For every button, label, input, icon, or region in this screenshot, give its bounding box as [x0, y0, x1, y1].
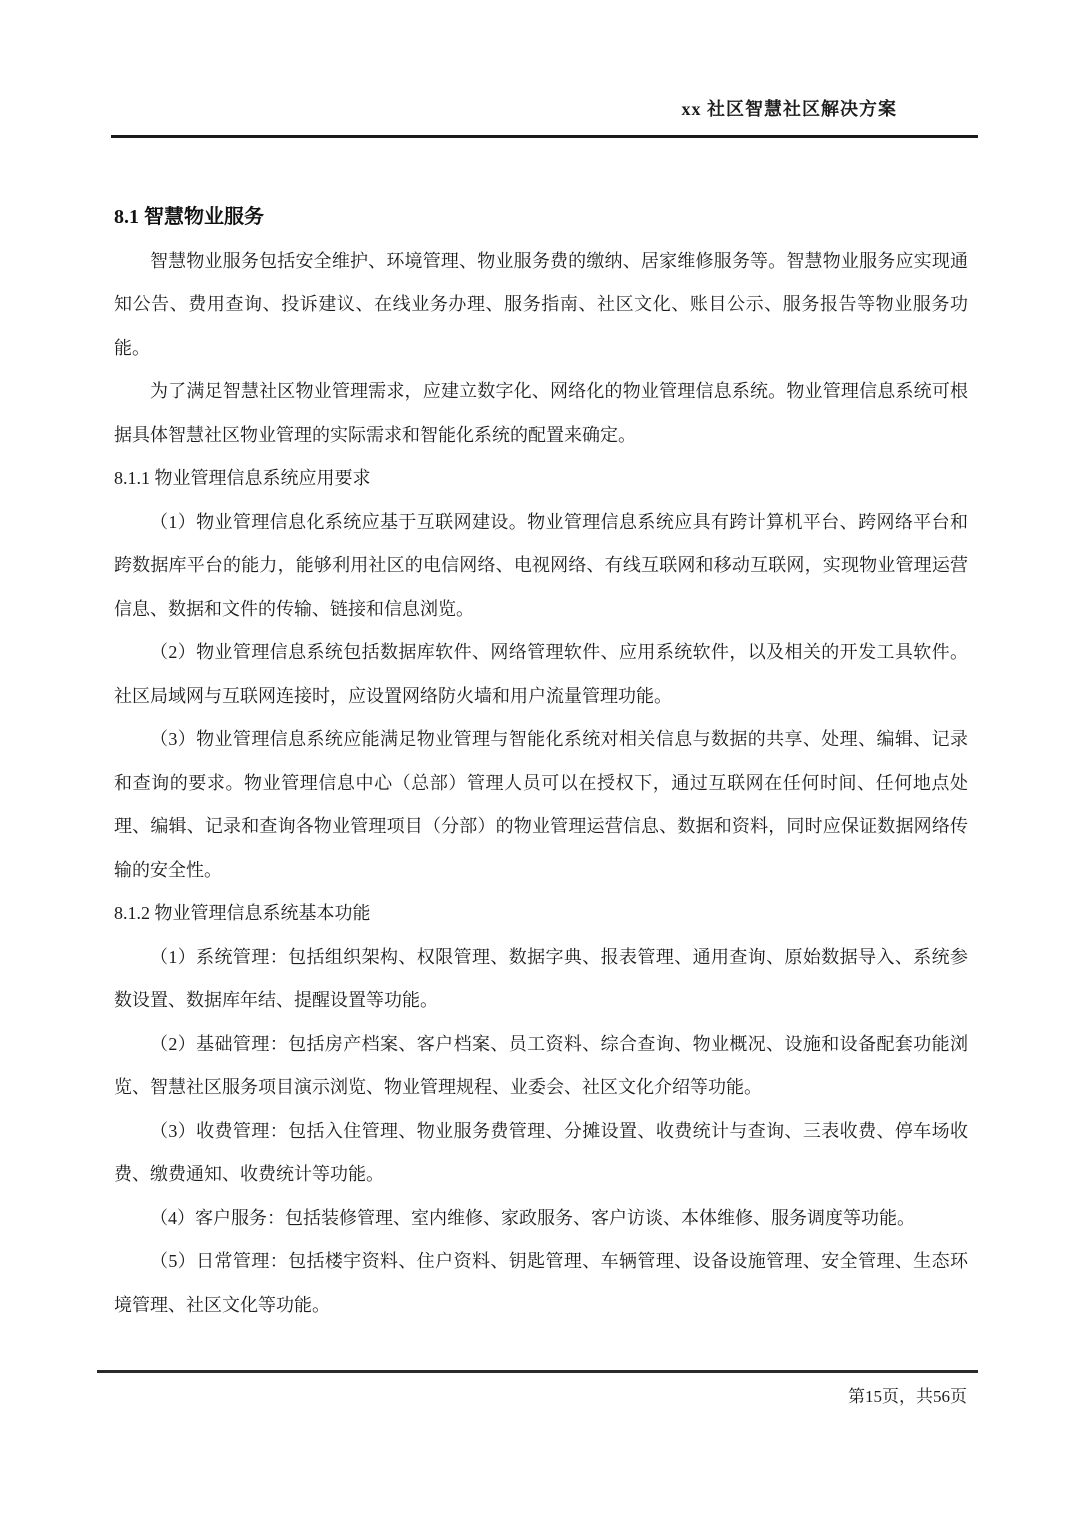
- paragraph-overview-2: 为了满足智慧社区物业管理需求，应建立数字化、网络化的物业管理信息系统。物业管理信息系统可根据具体智慧社区物业管理的实际需求和智能化系统的配置来确定。: [114, 381, 968, 445]
- header-divider: [111, 135, 978, 138]
- section-heading-8-1-1: 8.1.1 物业管理信息系统应用要求: [114, 468, 371, 488]
- document-body: [114, 196, 968, 1327]
- page-number: 第15页，共56页: [848, 1387, 967, 1406]
- paragraph-8-1-1-item-3: （3）物业管理信息系统应能满足物业管理与智能化系统对相关信息与数据的共享、处理、编辑、记录和查询的要求。物业管理信息中心（总部）管理人员可以在授权下，通过互联网在任何时间、任何地点处理、编辑、记录和查询各物业管理项目（分部）的物业管理运营信息、数据和资料，同时应保证数据网络传输的安全性。: [114, 729, 968, 880]
- paragraph-8-1-2-item-4: （4）客户服务：包括装修管理、室内维修、家政服务、客户访谈、本体维修、服务调度等功能。: [150, 1207, 915, 1228]
- paragraph-8-1-1-item-2: （2）物业管理信息系统包括数据库软件、网络管理软件、应用系统软件，以及相关的开发工具软件。社区局域网与互联网连接时，应设置网络防火墙和用户流量管理功能。: [114, 642, 968, 706]
- footer-divider: [97, 1370, 978, 1373]
- section-heading-8-1-2: 8.1.2 物业管理信息系统基本功能: [114, 903, 371, 923]
- paragraph-8-1-2-item-5: （5）日常管理：包括楼宇资料、住户资料、钥匙管理、车辆管理、设备设施管理、安全管理、生态环境管理、社区文化等功能。: [114, 1251, 968, 1315]
- paragraph-8-1-2-item-3: （3）收费管理：包括入住管理、物业服务费管理、分摊设置、收费统计与查询、三表收费、停车场收费、缴费通知、收费统计等功能。: [114, 1120, 968, 1184]
- paragraph-8-1-2-item-2: （2）基础管理：包括房产档案、客户档案、员工资料、综合查询、物业概况、设施和设备配套功能浏览、智慧社区服务项目演示浏览、物业管理规程、业委会、社区文化介绍等功能。: [114, 1033, 968, 1097]
- paragraph-8-1-1-item-1: （1）物业管理信息化系统应基于互联网建设。物业管理信息系统应具有跨计算机平台、跨网络平台和跨数据库平台的能力，能够利用社区的电信网络、电视网络、有线互联网和移动互联网，实现物业管理运营信息、数据和文件的传输、链接和信息浏览。: [114, 511, 968, 619]
- header-title: xx 社区智慧社区解决方案: [681, 99, 897, 119]
- paragraph-overview-1: 智慧物业服务包括安全维护、环境管理、物业服务费的缴纳、居家维修服务等。智慧物业服务应实现通知公告、费用查询、投诉建议、在线业务办理、服务指南、社区文化、账目公示、服务报告等物业服务功能。: [114, 250, 968, 358]
- section-heading-8-1: 8.1 智慧物业服务: [114, 206, 264, 228]
- paragraph-8-1-2-item-1: （1）系统管理：包括组织架构、权限管理、数据字典、报表管理、通用查询、原始数据导入、系统参数设置、数据库年结、提醒设置等功能。: [114, 946, 968, 1010]
